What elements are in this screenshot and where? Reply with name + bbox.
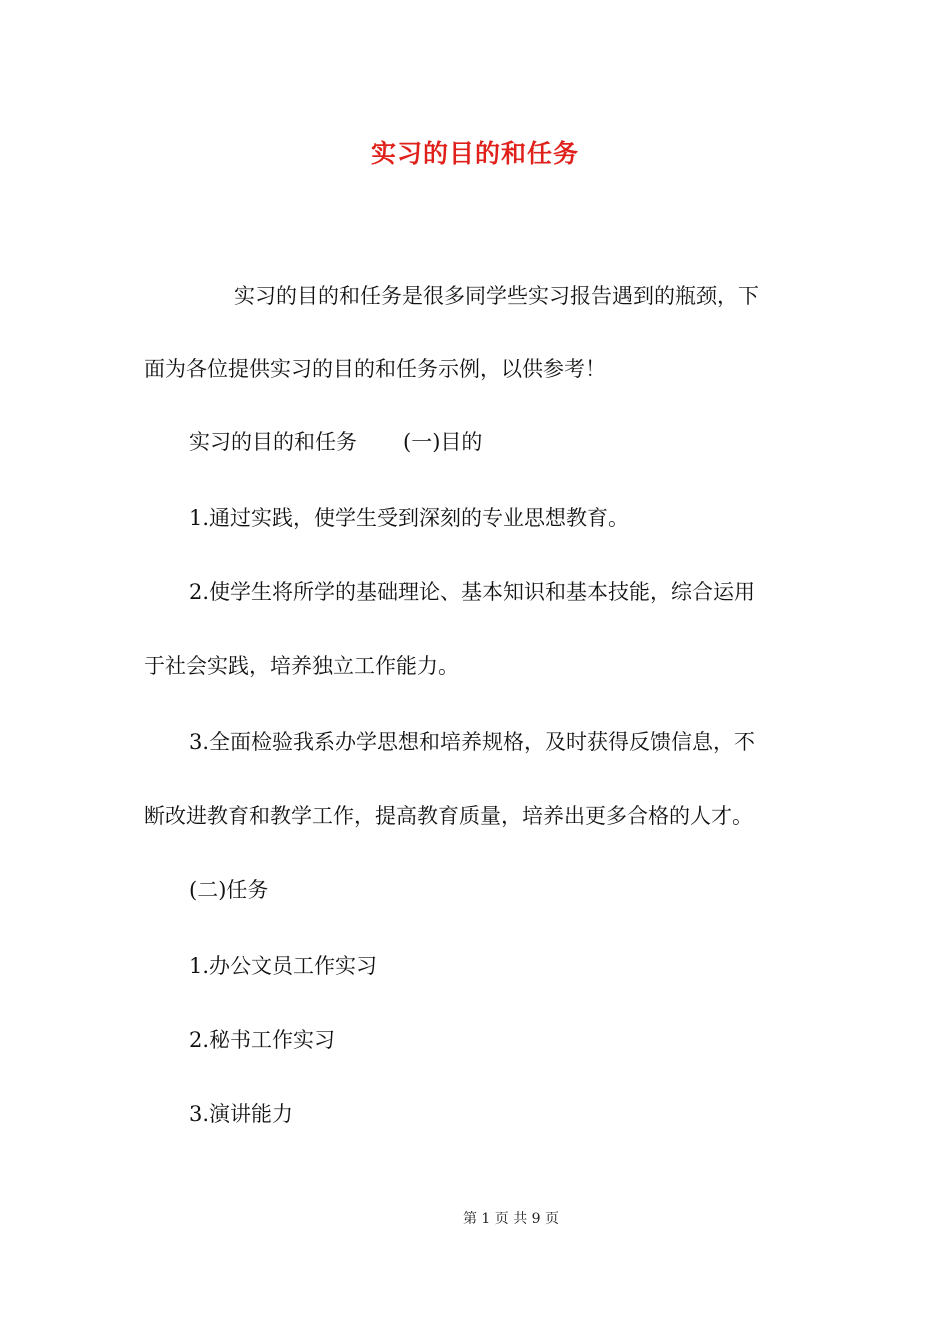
purpose-item-2-line-2: 于社会实践，培养独立工作能力。 [144, 654, 459, 678]
intro-line-1: 实习的目的和任务是很多同学些实习报告遇到的瓶颈，下 [234, 284, 759, 308]
section-heading [189, 427, 854, 457]
task-item-1: 1.办公文员工作实习 [189, 954, 378, 978]
section-heading-title: 实习的目的和任务 [189, 430, 357, 454]
intro-line-2: 面为各位提供实习的目的和任务示例，以供参考！ [144, 357, 606, 381]
section-subheading-purpose: (一)目的 [403, 430, 483, 454]
page-number-footer: 第 1 页 共 9 页 [462, 1211, 560, 1227]
purpose-item-1: 1.通过实践，使学生受到深刻的专业思想教育。 [189, 506, 630, 530]
task-item-2: 2.秘书工作实习 [189, 1028, 336, 1052]
document-title: 实习的目的和任务 [370, 139, 579, 168]
purpose-item-2-line-1: 2.使学生将所学的基础理论、基本知识和基本技能，综合运用 [189, 580, 756, 604]
purpose-item-3-line-2: 断改进教育和教学工作，提高教育质量，培养出更多合格的人才。 [144, 804, 753, 828]
purpose-item-3-line-1: 3.全面检验我系办学思想和培养规格，及时获得反馈信息，不 [189, 730, 756, 754]
task-section-heading: (二)任务 [189, 878, 269, 902]
task-item-3: 3.演讲能力 [189, 1102, 294, 1126]
